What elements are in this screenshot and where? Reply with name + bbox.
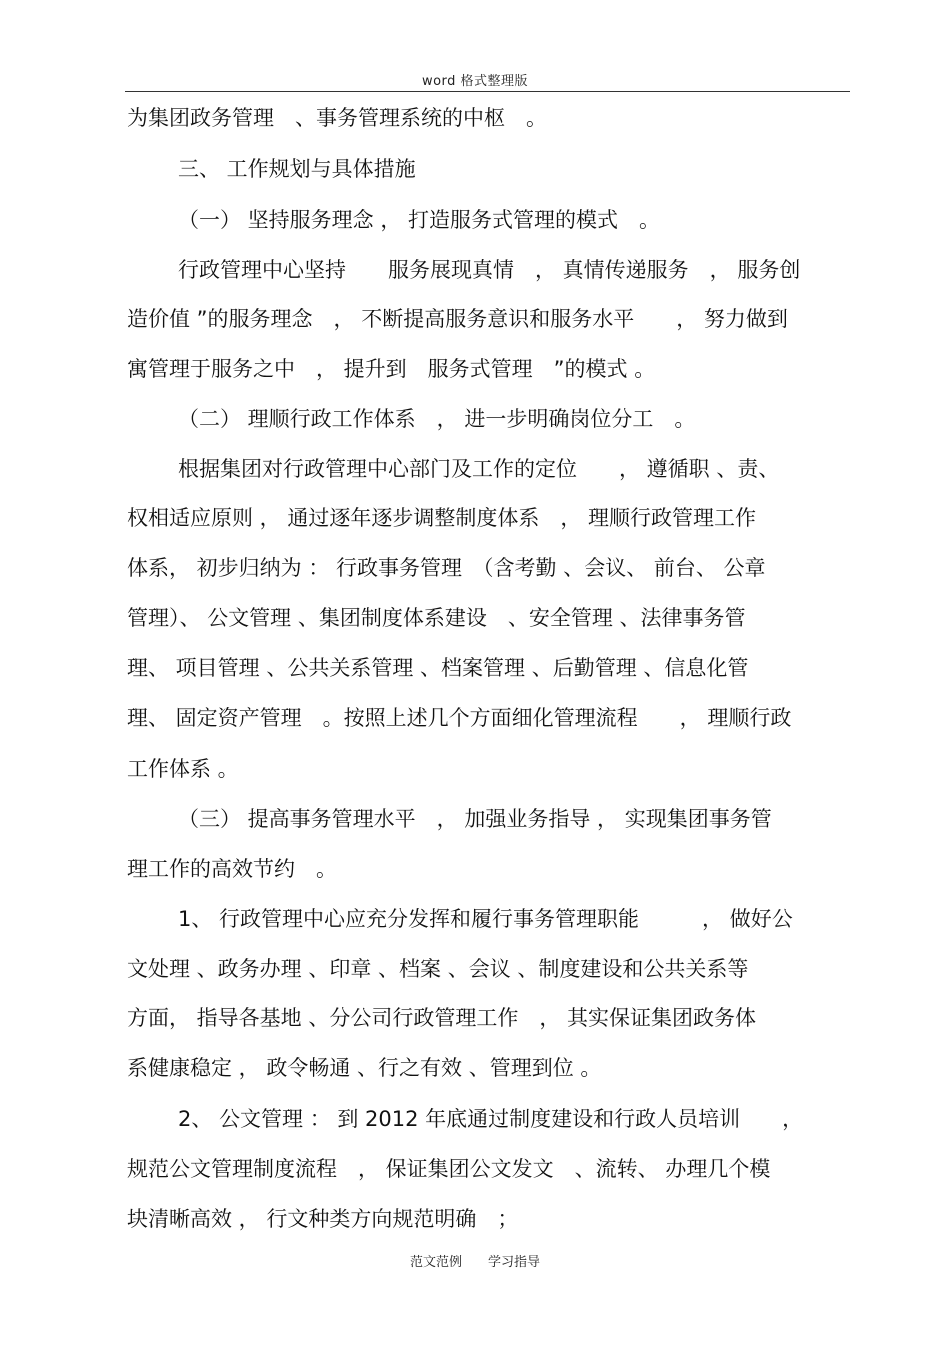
text-line: 方面， 指导各基地 、分公司行政管理工作 ， 其实保证集团政务体 <box>127 1006 757 1030</box>
page-header: word 格式整理版 <box>421 74 529 89</box>
text-line: 系健康稳定 ， 政令畅通 、行之有效 、管理到位 。 <box>127 1056 602 1080</box>
text-line: 权相适应原则 ， 通过逐年逐步调整制度体系 ， 理顺行政管理工作 <box>127 506 757 530</box>
text-line: 1、 行政管理中心应充分发挥和履行事务管理职能 ， 做好公 <box>178 907 793 931</box>
text-line: 体系， 初步归纳为 ： 行政事务管理 （含考勤 、会议、 前台、 公章 <box>127 556 766 580</box>
text-line: 文处理 、政务办理 、印章 、档案 、会议 、制度建设和公共关系等 <box>127 957 749 981</box>
text-line: 根据集团对行政管理中心部门及工作的定位 ， 遵循职 、责、 <box>178 457 780 481</box>
text-line: 为集团政务管理 、事务管理系统的中枢 。 <box>127 106 547 130</box>
text-line: 块清晰高效 ， 行文种类方向规范明确 ； <box>127 1207 519 1231</box>
page-footer: 范文范例 学习指导 <box>409 1255 540 1270</box>
text-line: 寓管理于服务之中 ， 提升到 服务式管理 ”的模式 。 <box>127 357 656 381</box>
subsection-heading: （一） 坚持服务理念 ， 打造服务式管理的模式 。 <box>178 208 661 232</box>
text-line: 理、 项目管理 、公共关系管理 、档案管理 、后勤管理 、信息化管 <box>127 656 749 680</box>
header-rule <box>125 91 850 92</box>
text-line: 规范公文管理制度流程 ， 保证集团公文发文 、流转、 办理几个模 <box>127 1157 771 1181</box>
text-line: 理、 固定资产管理 。按照上述几个方面细化管理流程 ， 理顺行政 <box>127 706 792 730</box>
text-line: 工作体系 。 <box>127 757 239 781</box>
text-line: 造价值 ”的服务理念 ， 不断提高服务意识和服务水平 ， 努力做到 <box>127 307 788 331</box>
text-line: 行政管理中心坚持 服务展现真情 ， 真情传递服务 ， 服务创 <box>178 258 801 282</box>
text-line: 理工作的高效节约 。 <box>127 857 337 881</box>
text-line: 管理）、 公文管理 、集团制度体系建设 、安全管理 、法律事务管 <box>127 606 746 630</box>
subsection-heading: （二） 理顺行政工作体系 ， 进一步明确岗位分工 。 <box>178 407 696 431</box>
subsection-heading: （三） 提高事务管理水平 ， 加强业务指导 ， 实现集团事务管 <box>178 807 772 831</box>
text-line: 2、 公文管理 ： 到 2012 年底通过制度建设和行政人员培训 ， <box>178 1107 804 1131</box>
section-heading: 三、 工作规划与具体措施 <box>178 157 416 181</box>
